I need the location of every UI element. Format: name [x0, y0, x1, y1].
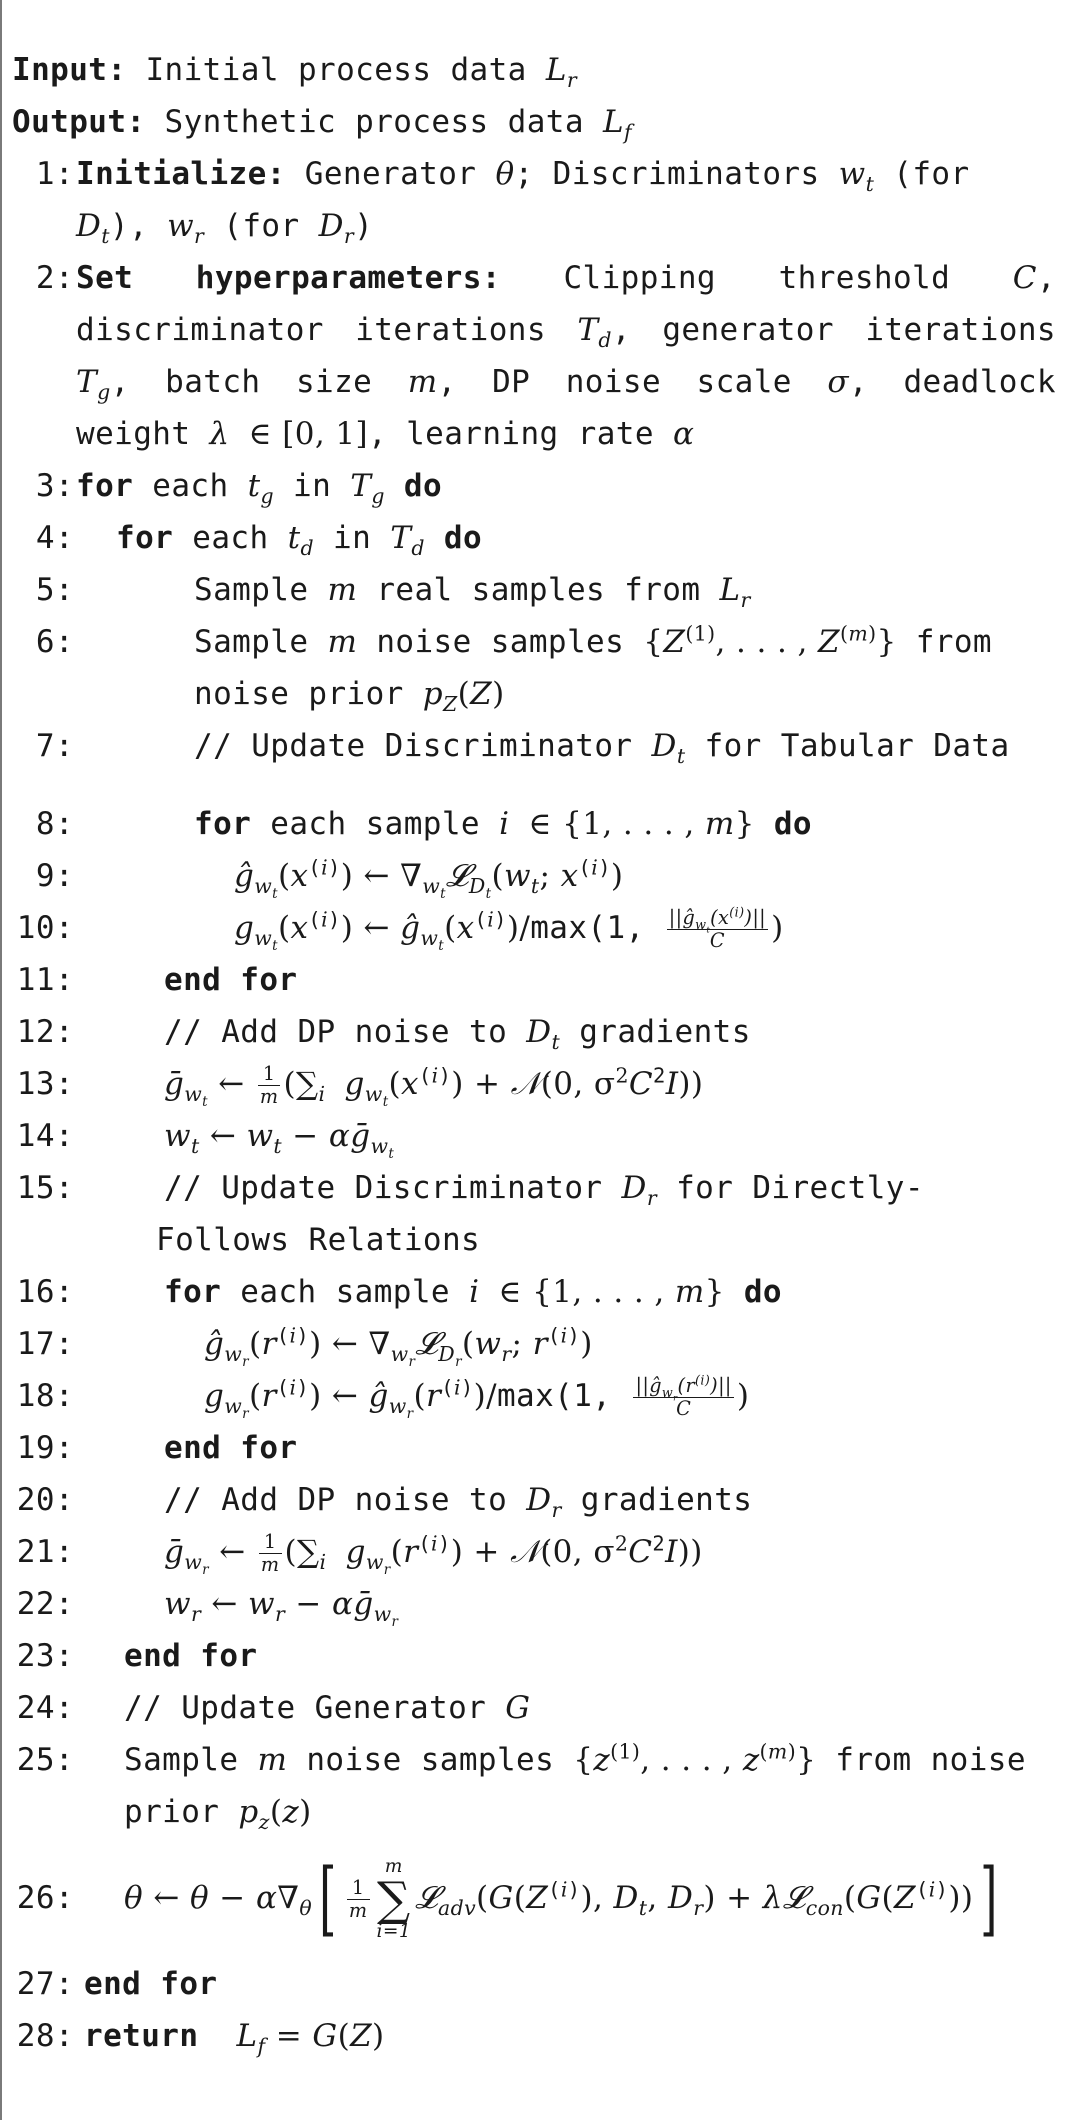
keyword: Initialize:	[76, 156, 286, 192]
algo-line-1: 1: Initialize: Generator θ; Discriminators $w_t$ (for $D_t$), $w_r$ (for $D_r$)	[12, 148, 1056, 252]
left-bracket: [	[319, 1852, 337, 1947]
line-text: noise samples	[376, 624, 625, 660]
keyword: do	[443, 520, 483, 556]
algo-line-19	[12, 1422, 1056, 1474]
algo-line-20: 20: // Add DP noise to $D_r$ gradients	[12, 1474, 1056, 1526]
blank-gap	[12, 772, 1056, 798]
line-number: 14:	[16, 1118, 74, 1154]
line-text: max(1,	[530, 910, 645, 946]
right-bracket: ]	[980, 1852, 999, 1947]
line-number: 11:	[16, 962, 74, 998]
algo-line-22: 22: $w_r$ ← $w_r$ − αḡ$_{w_r}$	[12, 1578, 1056, 1630]
keyword: do	[403, 468, 443, 504]
algo-line-9: 9: $ĝ_{w_t}(x^{(i)})$ ← $\nabla_{w_t}𝓛_{D_t}(w_t$; $x^{(i)}$)	[12, 850, 1056, 902]
line-text: noise prior	[194, 676, 404, 712]
line-number: 25:	[16, 1742, 74, 1778]
line-number: 18:	[16, 1378, 74, 1414]
algo-line-14: 14: $w_t$ ← $w_t$ − αḡ$_{w_t}$	[12, 1110, 1056, 1162]
line-number: 17:	[16, 1326, 74, 1362]
comment-text: // Update Discriminator	[164, 1170, 603, 1206]
algo-line-21: 21: ḡ$_{w_r}$ ← $\frac{1}{m}$ ($\sum_i$ $g_{w_r}(r^{(i)})$ + 𝒩(0, $\sigma^2C^2I$))	[12, 1526, 1056, 1578]
line-number: 12:	[16, 1014, 74, 1050]
algo-line-23	[12, 1630, 1056, 1682]
algo-line-25: 25: Sample m noise samples {$z^{(1)}$, . . . , $z^{(m)}$} from noise prior $p_z(z)$	[12, 1734, 1056, 1838]
input-text: Initial process data	[145, 52, 527, 88]
algo-line-16: 16: for each sample i ∈ {1, . . . , m} do	[12, 1266, 1056, 1318]
keyword: for	[194, 806, 252, 842]
input-label: Input:	[12, 52, 127, 88]
line-text: Sample	[194, 572, 309, 608]
line-number: 19:	[16, 1430, 74, 1466]
keyword: end for	[164, 962, 298, 998]
algo-line-13: 13: ḡ$_{w_t}$ ← $\frac{1}{m}$ ($\sum_i$ $g_{w_t}(x^{(i)})$ + 𝒩(0, $\sigma^2C^2I$))	[12, 1058, 1056, 1110]
input-line	[12, 44, 1056, 96]
algorithm-body	[12, 44, 1056, 2062]
line-number: 26:	[16, 1880, 74, 1916]
comment-text: // Update Discriminator	[194, 728, 633, 764]
fraction: $\frac{||ĝ_{w_r}(r^{(i)})||}{C}$	[635, 1372, 732, 1421]
line-text: Generator	[304, 156, 477, 192]
algo-line-11	[12, 954, 1056, 1006]
line-text: Clipping threshold	[563, 260, 951, 296]
line-text: in	[333, 520, 372, 556]
line-text: , DP noise scale	[437, 364, 792, 400]
line-number: 9:	[35, 858, 74, 894]
line-text: , batch size	[110, 364, 373, 400]
line-number: 28:	[16, 2018, 74, 2054]
keyword: for	[76, 468, 134, 504]
keyword: Set hyperparameters:	[76, 260, 501, 296]
algo-line-6: 6: Sample m noise samples {$Z^{(1)}$, . . . , $Z^{(m)}$} from noise prior $p_Z(Z)$	[12, 616, 1056, 720]
keyword: end for	[84, 1966, 218, 2002]
comment-text: gradients	[579, 1014, 751, 1050]
comment-text: Follows Relations	[156, 1222, 481, 1258]
fraction: $\frac{||ĝ_{w_t}(x^{(i)})||}{C}$	[668, 904, 767, 953]
line-number: 22:	[16, 1586, 74, 1622]
line-text: each sample	[270, 806, 480, 842]
comment-text: for Tabular Data	[704, 728, 1010, 764]
algo-line-3: 3: for each $t_g$ in $T_g$ do	[12, 460, 1056, 512]
algo-line-28: 28: return $L_f = G(Z)$	[12, 2010, 1056, 2062]
algo-line-12: 12: // Add DP noise to $D_t$ gradients	[12, 1006, 1056, 1058]
line-number: 7:	[35, 728, 74, 764]
line-text: , deadlock weight	[76, 364, 1056, 452]
comment-text: gradients	[580, 1482, 753, 1518]
line-number: 13:	[16, 1066, 74, 1102]
line-number: 4:	[35, 520, 74, 556]
line-text: (for	[893, 156, 970, 192]
algo-line-7: 7: // Update Discriminator $D_t$ for Tabular Data	[12, 720, 1056, 772]
summation: m ∑ i=1	[376, 1855, 412, 1942]
line-text: each	[192, 520, 269, 556]
line-text: Sample	[124, 1742, 239, 1778]
line-text: each sample	[240, 1274, 450, 1310]
keyword: do	[743, 1274, 782, 1310]
output-label: Output:	[12, 104, 146, 140]
line-number: 16:	[16, 1274, 74, 1310]
line-number: 21:	[16, 1534, 74, 1570]
algo-line-18: 18: $g_{w_r}(r^{(i)})$ ← $ĝ_{w_r}(r^{(i)})/\max(1$, $\frac{||ĝ_{w_r}(r^{(i)})||}{C}$ )	[12, 1370, 1056, 1422]
line-text: , discriminator iterations	[76, 260, 1056, 348]
comment-text: // Add DP noise to	[164, 1482, 508, 1518]
output-text: Synthetic process data	[164, 104, 584, 140]
line-number: 1:	[35, 156, 74, 192]
line-text: ; Discriminators	[514, 156, 820, 192]
keyword: end for	[124, 1638, 258, 1674]
line-number: 2:	[35, 260, 74, 296]
line-text: (for	[223, 208, 300, 244]
keyword: for	[164, 1274, 222, 1310]
output-line	[12, 96, 1056, 148]
line-text: prior	[124, 1794, 220, 1830]
input-var: $L_r$	[545, 52, 577, 93]
line-text: in	[293, 468, 332, 504]
line-text: , generator iterations	[611, 312, 1056, 348]
output-var: $L_f$	[603, 104, 632, 145]
line-text: , learning rate	[367, 416, 654, 452]
comment-text: // Add DP noise to	[164, 1014, 508, 1050]
line-text: each	[152, 468, 229, 504]
line-number: 5:	[35, 572, 74, 608]
line-number: 10:	[16, 910, 74, 946]
algo-line-8: 8: for each sample i ∈ {1, . . . , m} do	[12, 798, 1056, 850]
algo-line-24: 24: // Update Generator G	[12, 1682, 1056, 1734]
line-number: 6:	[35, 624, 74, 660]
algo-line-27	[12, 1958, 1056, 2010]
line-text: Sample	[194, 624, 309, 660]
comment-text: for Directly-	[676, 1170, 924, 1206]
algo-line-17: 17: $ĝ_{w_r}(r^{(i)})$ ← $\nabla_{w_r}𝓛_{D_r}(w_r$; $r^{(i)}$)	[12, 1318, 1056, 1370]
formula: $ĝ_{w_t}$	[234, 858, 278, 903]
line-text: noise samples	[306, 1742, 555, 1778]
algo-line-10: 10: $g_{w_t}(x^{(i)})$ ← $ĝ_{w_t}(x^{(i)})/\max(1$, $\frac{||ĝ_{w_t}(x^{(i)})||}{C}$ )	[12, 902, 1056, 954]
keyword: return	[84, 2018, 199, 2054]
algo-line-15: 15: // Update Discriminator $D_r$ for Directly- Follows Relations	[12, 1162, 1056, 1266]
algo-line-4: 4: for each $t_d$ in $T_d$ do	[12, 512, 1056, 564]
line-number: 27:	[16, 1966, 74, 2002]
keyword: do	[773, 806, 812, 842]
line-number: 20:	[16, 1482, 74, 1518]
line-number: 3:	[35, 468, 74, 504]
line-number: 24:	[16, 1690, 74, 1726]
line-text: from	[915, 624, 992, 660]
keyword: for	[116, 520, 174, 556]
line-text: )	[354, 208, 374, 244]
line-text: max(1,	[496, 1378, 612, 1414]
line-text: real samples from	[376, 572, 701, 608]
line-text: from noise	[835, 1742, 1026, 1778]
line-number: 23:	[16, 1638, 74, 1674]
line-text: ),	[109, 208, 149, 244]
line-number: 8:	[35, 806, 74, 842]
algo-line-5: 5: Sample m real samples from $L_r$	[12, 564, 1056, 616]
line-number: 15:	[16, 1170, 74, 1206]
keyword: end for	[164, 1430, 298, 1466]
comment-text: // Update Generator	[124, 1690, 487, 1726]
algo-line-2: 2: Set hyperparameters: Clipping threshold C, discriminator iterations $T_d$, generator iterations $T_g$, batch size m, DP noise scale σ, deadlock weight λ ∈ [0, 1], learning rate α	[12, 252, 1056, 460]
algo-line-26: 26: θ ← $\theta - \alpha\nabla_\theta$[ $\frac{1}{m}$ m ∑ i=1 $𝓛_{adv}(G(Z^{(i)})$, $D_t$, $D_r$) + $\lambda 𝓛_{con}(G(Z^{(i)}))$]	[12, 1838, 1056, 1958]
